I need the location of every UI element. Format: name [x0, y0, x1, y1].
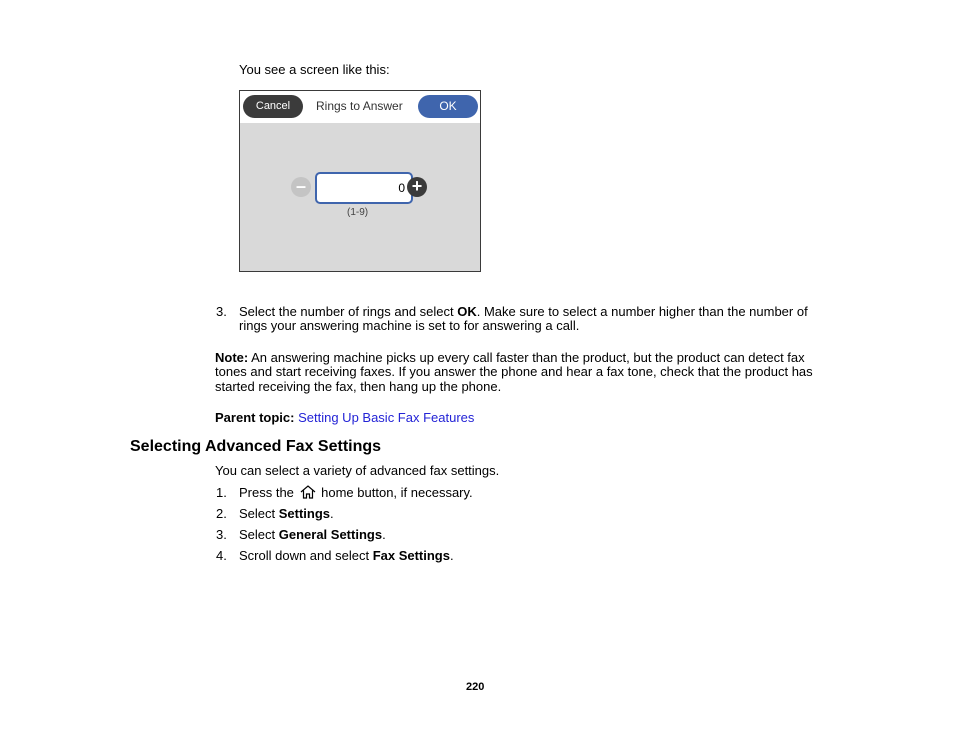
- home-icon: [300, 485, 316, 499]
- step-number: 3.: [216, 304, 227, 319]
- note-line3: started receiving the fax, then hang up the phone.: [215, 379, 502, 394]
- step-text: Scroll down and select Fax Settings.: [239, 548, 454, 563]
- screen-header-bar: [240, 91, 480, 123]
- note-line1: Note: An answering machine picks up every call faster than the product, but the product can detect fax: [215, 350, 805, 365]
- intro-text: You see a screen like this:: [239, 62, 390, 77]
- parent-topic-link[interactable]: Setting Up Basic Fax Features: [298, 410, 475, 425]
- cancel-button: Cancel: [243, 95, 303, 118]
- step-number: 1.: [216, 485, 227, 500]
- step-text: Select the number of rings and select OK. Make sure to select a number higher than the number of: [239, 304, 808, 319]
- screen-title: Rings to Answer: [316, 99, 403, 113]
- screen-illustration: [239, 90, 481, 272]
- step-number: 4.: [216, 548, 227, 563]
- minus-icon: –: [291, 177, 311, 197]
- step-number: 3.: [216, 527, 227, 542]
- ok-button: OK: [418, 95, 478, 118]
- page-number: 220: [466, 681, 485, 693]
- plus-icon: +: [407, 177, 427, 197]
- step-text: Select Settings.: [239, 506, 334, 521]
- section-heading: Selecting Advanced Fax Settings: [130, 438, 382, 455]
- section-intro: You can select a variety of advanced fax settings.: [215, 463, 500, 478]
- rings-value-field: 0: [315, 172, 413, 204]
- parent-topic: Parent topic: Setting Up Basic Fax Features: [215, 410, 475, 425]
- step-number: 2.: [216, 506, 227, 521]
- note-line2: tones and start receiving faxes. If you answer the phone and hear a fax tone, check that the product has: [215, 364, 813, 379]
- range-hint: (1-9): [347, 207, 369, 218]
- step-text-line2: rings your answering machine is set to for answering a call.: [239, 318, 580, 333]
- step-text: Press the home button, if necessary.: [239, 485, 473, 500]
- step-text: Select General Settings.: [239, 527, 386, 542]
